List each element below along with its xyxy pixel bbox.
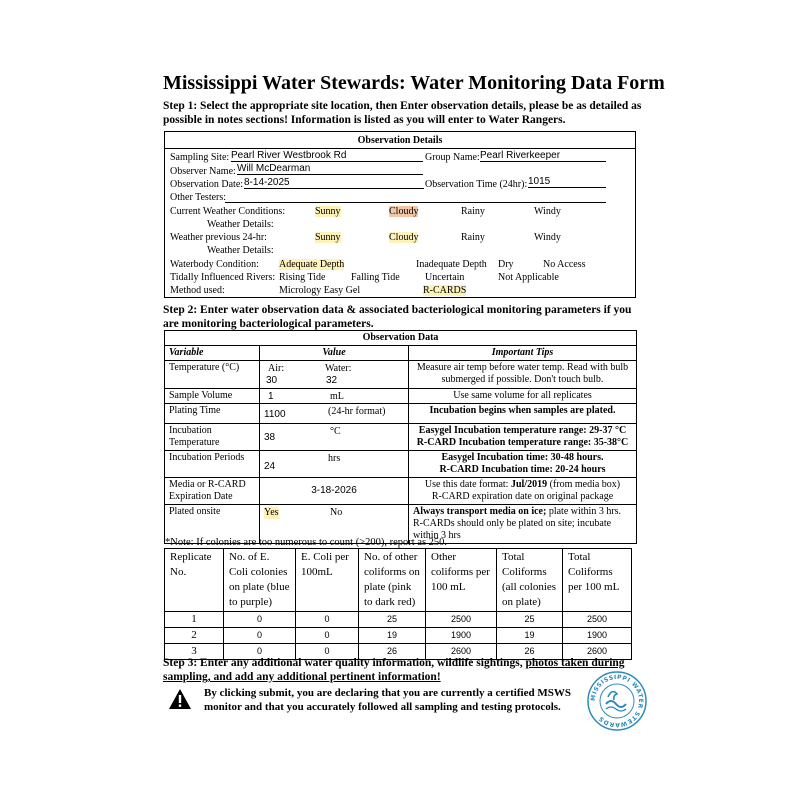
group-name-label: Group Name: <box>425 152 480 163</box>
ecoli-colonies-cell[interactable]: 0 <box>224 628 296 644</box>
ecoli-per-100ml-cell[interactable]: 0 <box>296 628 359 644</box>
observation-time-label: Observation Time (24hr): <box>425 179 528 190</box>
incubation-temperature-unit: °C <box>330 426 341 437</box>
incubation-temperature-label: Incubation Temperature <box>165 424 260 451</box>
observer-label: Observer Name: <box>170 166 236 177</box>
sample-volume-label: Sample Volume <box>165 389 260 404</box>
tidal-option-falling[interactable]: Falling Tide <box>351 272 400 283</box>
prev-weather-option-windy[interactable]: Windy <box>534 232 561 243</box>
plating-time-unit: (24-hr format) <box>328 406 386 417</box>
step3-underlined-1: photos taken during <box>525 657 625 669</box>
colony-count-table <box>164 548 632 660</box>
waterbody-option-inadequate[interactable]: Inadequate Depth <box>416 259 487 270</box>
incubation-temperature-cell <box>260 424 409 451</box>
col-variable: Variable <box>165 346 260 361</box>
group-name-field[interactable]: Pearl Riverkeeper <box>480 150 606 162</box>
temperature-label: Temperature (°C) <box>165 361 260 389</box>
sample-volume-field[interactable]: 1 <box>268 391 274 402</box>
mississippi-water-stewards-logo <box>586 670 648 732</box>
plating-time-cell <box>260 404 409 424</box>
other-coliforms-cell[interactable]: 26 <box>359 644 426 660</box>
observation-details-header: Observation Details <box>357 135 443 146</box>
plated-tip-bold: Always transport media on ice; <box>413 506 547 517</box>
step1-instructions: Step 1: Select the appropriate site location, then Enter observation details, please be as detailed as possible in notes sections! Information is listed as you will enter to Water Rangers. <box>163 100 642 126</box>
incubation-temperature-tip-easygel: Easygel Incubation temperature range: 29-37 °C <box>418 425 627 436</box>
media-expiration-field[interactable]: 3-18-2026 <box>260 478 409 505</box>
header-total-per-100ml: Total Coliforms per 100 mL <box>563 549 632 612</box>
observation-data-table <box>164 330 637 544</box>
plated-onsite-no[interactable]: No <box>330 507 343 518</box>
table-row <box>165 612 632 628</box>
header-total-coliforms: Total Coliforms (all colonies on plate) <box>497 549 563 612</box>
water-temperature-field[interactable]: 32 <box>326 375 338 386</box>
other-coliforms-cell[interactable]: 25 <box>359 612 426 628</box>
step3-instructions <box>163 656 633 684</box>
air-temperature-field[interactable]: 30 <box>266 375 278 386</box>
col-important-tips: Important Tips <box>409 346 637 361</box>
method-option-rcards[interactable]: R-CARDS <box>423 285 467 296</box>
total-coliforms-cell[interactable]: 25 <box>497 612 563 628</box>
media-tip-rcard: R-CARD expiration date on original package <box>431 491 614 502</box>
water-label: Water: <box>325 363 352 374</box>
waterbody-option-dry[interactable]: Dry <box>498 259 514 270</box>
other-testers-field[interactable] <box>225 191 606 203</box>
ecoli-colonies-cell[interactable]: 0 <box>224 644 296 660</box>
total-coliforms-cell[interactable]: 26 <box>497 644 563 660</box>
replicate-cell: 1 <box>165 612 224 628</box>
replicate-cell: 3 <box>165 644 224 660</box>
waterbody-condition-label: Waterbody Condition: <box>170 259 259 270</box>
air-label: Air: <box>268 363 285 374</box>
sampling-site-field[interactable]: Pearl River Westbrook Rd <box>231 150 423 162</box>
logo-text: MISSISSIPPI WATER STEWARDS <box>589 673 645 729</box>
header-replicate: Replicate No. <box>165 549 224 612</box>
incubation-period-unit: hrs <box>328 453 341 464</box>
total-per-100ml-cell[interactable]: 1900 <box>563 628 632 644</box>
weather-previous-label: Weather previous 24-hr: <box>170 232 267 243</box>
tidal-label: Tidally Influenced Rivers: <box>170 272 276 283</box>
form-title: Mississippi Water Stewards: Water Monitoring Data Form <box>163 72 665 94</box>
incubation-period-label: Incubation Periods <box>165 451 260 478</box>
media-expiration-tip <box>409 478 637 505</box>
header-other-per-100ml: Other coliforms per 100 mL <box>426 549 497 612</box>
incubation-temperature-field[interactable]: 38 <box>264 432 276 443</box>
method-option-easygel[interactable]: Micrology Easy Gel <box>279 285 361 296</box>
replicate-cell: 2 <box>165 628 224 644</box>
media-tip-format: Jul/2019 <box>510 479 548 490</box>
plating-time-field[interactable]: 1100 <box>264 409 286 420</box>
declaration-text: By clicking submit, you are declaring that you are currently a certified MSWS monitor and that you accurately followed all sampling and testing protocols. <box>204 687 571 713</box>
weather-option-sunny[interactable]: Sunny <box>315 206 341 217</box>
header-ecoli-per-100ml: E. Coli per 100mL <box>296 549 359 612</box>
other-per-100ml-cell[interactable]: 2600 <box>426 644 497 660</box>
observation-details-panel <box>164 131 636 298</box>
sample-volume-tip: Use same volume for all replicates <box>409 389 637 404</box>
incubation-period-tip-easygel: Easygel Incubation time: 30-48 hours. <box>441 452 604 463</box>
warning-icon <box>168 688 192 710</box>
col-value: Value <box>260 346 409 361</box>
incubation-period-cell <box>260 451 409 478</box>
sampling-site-label: Sampling Site: <box>170 152 230 163</box>
tidal-option-uncertain[interactable]: Uncertain <box>425 272 465 283</box>
current-weather-label: Current Weather Conditions: <box>170 206 286 217</box>
ecoli-per-100ml-cell[interactable]: 0 <box>296 644 359 660</box>
weather-details2-label: Weather Details: <box>207 245 274 256</box>
step3-text: Step 3: Enter any additional water quality information, wildlife sightings, <box>163 657 526 669</box>
total-per-100ml-cell[interactable]: 2500 <box>563 612 632 628</box>
ecoli-per-100ml-cell[interactable]: 0 <box>296 612 359 628</box>
weather-option-rainy[interactable]: Rainy <box>461 206 485 217</box>
tidal-option-rising[interactable]: Rising Tide <box>279 272 326 283</box>
media-expiration-label: Media or R-CARD Expiration Date <box>165 478 260 505</box>
incubation-period-tip-rcard: R-CARD Incubation time: 20-24 hours <box>439 464 606 475</box>
plating-time-tip: Incubation begins when samples are plated. <box>409 404 637 424</box>
incubation-period-tip <box>409 451 637 478</box>
step2-instructions: Step 2: Enter water observation data & associated bacteriological monitoring parameters if you are monitoring bacteriological parameters. <box>163 304 632 330</box>
ecoli-colonies-cell[interactable]: 0 <box>224 612 296 628</box>
media-tip-post: (from media box) <box>547 479 621 490</box>
plating-time-label: Plating Time <box>165 404 260 424</box>
incubation-temperature-tip <box>409 424 637 451</box>
waterbody-option-adequate[interactable]: Adequate Depth <box>279 259 345 270</box>
other-per-100ml-cell[interactable]: 2500 <box>426 612 497 628</box>
other-testers-label: Other Testers: <box>170 192 227 203</box>
step3-underlined-2: sampling, and add any additional pertinent information! <box>163 671 441 683</box>
header-other-coliforms: No. of other coliforms on plate (pink to dark red) <box>359 549 426 612</box>
observation-data-header: Observation Data <box>165 331 637 346</box>
waterbody-option-no-access[interactable]: No Access <box>543 259 586 270</box>
incubation-temperature-tip-rcard: R-CARD Incubation temperature range: 35-38°C <box>416 437 629 448</box>
other-coliforms-cell[interactable]: 19 <box>359 628 426 644</box>
plated-onsite-yes[interactable]: Yes <box>264 507 279 518</box>
temperature-value-cell <box>260 361 409 389</box>
plated-onsite-label: Plated onsite <box>165 505 260 544</box>
total-per-100ml-cell[interactable]: 2600 <box>563 644 632 660</box>
observation-time-field[interactable]: 1015 <box>528 176 606 188</box>
total-coliforms-cell[interactable]: 19 <box>497 628 563 644</box>
colony-note: *Note: If colonies are too numerous to count (>200), report as 250. <box>165 537 448 548</box>
other-per-100ml-cell[interactable]: 1900 <box>426 628 497 644</box>
prev-weather-option-sunny[interactable]: Sunny <box>315 232 341 243</box>
observation-date-field[interactable]: 8-14-2025 <box>244 177 424 189</box>
table-row <box>165 628 632 644</box>
observation-date-label: Observation Date: <box>170 179 244 190</box>
weather-details-label: Weather Details: <box>207 219 274 230</box>
sample-volume-cell <box>260 389 409 404</box>
plated-tip-rest: plate within 3 hrs. R-CARDs should only be plated on site; incubate within 3 hrs <box>413 506 622 541</box>
method-label: Method used: <box>170 285 225 296</box>
incubation-period-field[interactable]: 24 <box>264 461 276 472</box>
header-ecoli-colonies: No. of E. Coli colonies on plate (blue to purple) <box>224 549 296 612</box>
observer-field[interactable]: Will McDearman <box>237 163 423 175</box>
weather-option-cloudy[interactable]: Cloudy <box>389 206 419 217</box>
temperature-tip: Measure air temp before water temp. Read with bulb submerged if possible. Don't touch bulb. <box>409 361 637 389</box>
prev-weather-option-rainy[interactable]: Rainy <box>461 232 485 243</box>
sample-volume-unit: mL <box>330 391 344 402</box>
weather-option-windy[interactable]: Windy <box>534 206 561 217</box>
tidal-option-not-applicable[interactable]: Not Applicable <box>498 272 559 283</box>
prev-weather-option-cloudy[interactable]: Cloudy <box>389 232 419 243</box>
media-tip-pre: Use this date format: <box>424 479 511 490</box>
